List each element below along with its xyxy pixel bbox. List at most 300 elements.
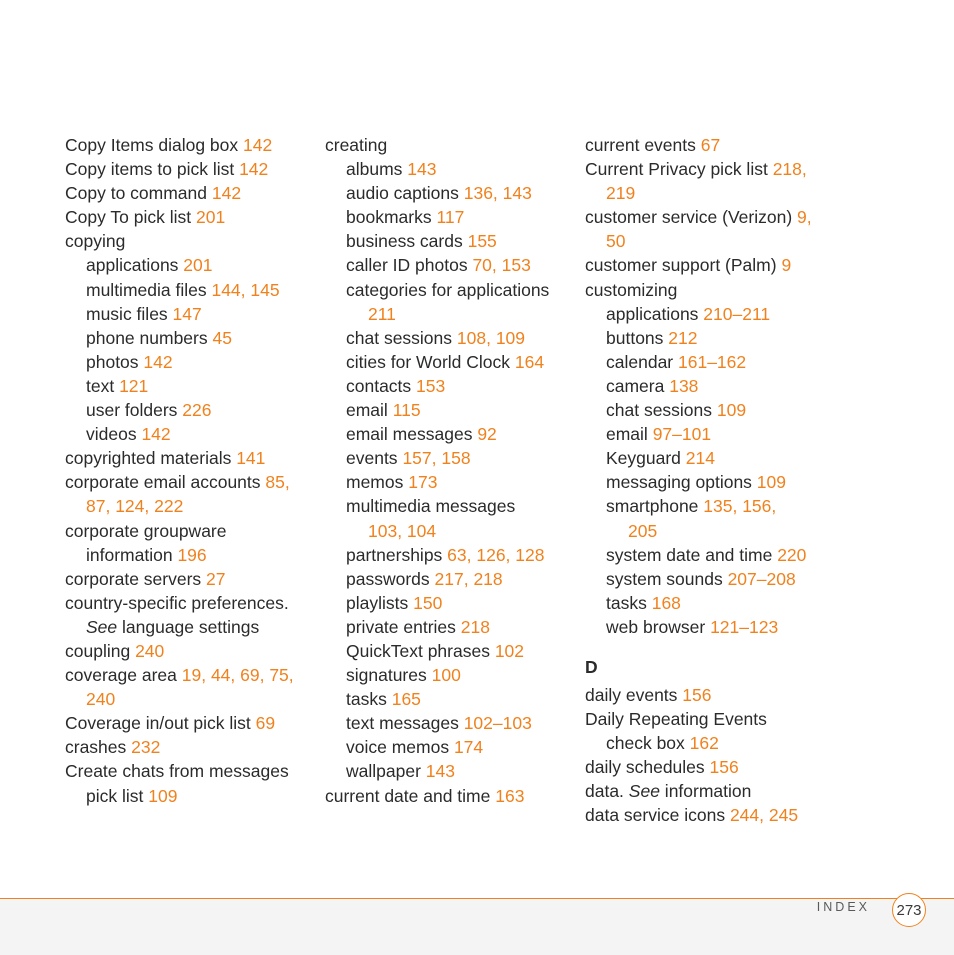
entry-text: Copy to command — [65, 183, 212, 204]
page-reference[interactable]: 143 — [407, 159, 437, 180]
page-reference[interactable]: 69 — [255, 713, 276, 734]
entry-line — [325, 350, 575, 374]
entry-line — [65, 494, 315, 518]
see-reference: See — [86, 616, 118, 637]
entry-text: Keyguard — [606, 448, 686, 469]
entry-text: passwords — [346, 568, 435, 589]
page-reference[interactable]: 207–208 — [727, 568, 796, 589]
entry-text: caller ID photos — [346, 255, 473, 276]
index-subentry — [325, 422, 575, 446]
page-reference[interactable]: 109 — [756, 472, 786, 493]
entry-line — [65, 133, 315, 157]
index-entry — [585, 683, 835, 707]
page-reference[interactable]: 85, — [265, 472, 290, 493]
entry-line — [585, 302, 835, 326]
index-entry — [585, 803, 835, 827]
page-reference[interactable]: 218 — [460, 616, 490, 637]
entry-line — [325, 302, 575, 326]
entry-text: pick list — [86, 785, 149, 806]
entry-line — [65, 422, 315, 446]
index-subentry — [585, 470, 835, 494]
entry-line — [325, 543, 575, 567]
entry-line — [65, 543, 315, 567]
entry-text: customizing — [585, 279, 678, 300]
entry-text: Copy items to pick list — [65, 159, 240, 180]
index-entry — [585, 253, 835, 277]
entry-text: country-specific preferences. — [65, 592, 289, 613]
see-reference: See — [628, 781, 660, 802]
page-reference[interactable]: 217, 218 — [434, 568, 503, 589]
index-entry — [65, 759, 315, 807]
page-reference[interactable]: 162 — [689, 733, 719, 754]
entry-line — [585, 278, 835, 302]
entry-text: corporate groupware — [65, 520, 227, 541]
index-entry — [65, 446, 315, 470]
index-subentry — [325, 350, 575, 374]
entry-line — [585, 446, 835, 470]
entry-text: voice memos — [346, 737, 454, 758]
index-entry — [585, 707, 835, 755]
index-subentry — [325, 470, 575, 494]
page-reference[interactable]: 201 — [195, 207, 226, 228]
index-subentry — [585, 543, 835, 567]
index-subentry — [325, 398, 575, 422]
page-reference[interactable]: 136, 143 — [463, 183, 532, 204]
entry-line — [65, 784, 315, 808]
entry-line — [325, 157, 575, 181]
index-entry — [65, 470, 315, 518]
entry-line — [325, 253, 575, 277]
page-reference[interactable]: 220 — [777, 544, 807, 565]
entry-line — [65, 663, 315, 687]
entry-text: chat sessions — [346, 327, 457, 348]
index-subentry — [585, 422, 835, 446]
index-subentry — [325, 181, 575, 205]
entry-text: current events — [585, 135, 701, 155]
section-label: INDEX — [816, 900, 870, 914]
page-reference[interactable]: 9 — [781, 255, 792, 276]
page-reference[interactable]: 156 — [709, 757, 739, 778]
entry-line — [585, 374, 835, 398]
entry-text: albums — [346, 159, 408, 180]
entry-line — [585, 157, 835, 181]
page-reference[interactable]: 135, 156, — [703, 496, 777, 517]
page-reference[interactable]: 102 — [494, 640, 525, 661]
entry-line — [65, 326, 315, 350]
index-subentry — [585, 591, 835, 615]
page-reference[interactable]: 142 — [239, 159, 269, 180]
entry-line — [585, 422, 835, 446]
entry-text: private entries — [346, 616, 461, 637]
index-subentry — [585, 302, 835, 326]
index-entry — [585, 755, 835, 779]
entry-text: QuickText phrases — [346, 640, 495, 661]
index-entry — [65, 639, 315, 663]
entry-line — [65, 567, 315, 591]
page-reference[interactable]: 165 — [391, 689, 421, 710]
entry-text: bookmarks — [346, 207, 437, 228]
page-reference[interactable]: 240 — [86, 689, 116, 710]
page-reference[interactable]: 211 — [368, 303, 396, 324]
page-reference[interactable]: 201 — [183, 255, 213, 276]
page-reference[interactable]: 70, 153 — [472, 255, 531, 276]
page-reference[interactable]: 108, 109 — [456, 327, 526, 348]
entry-text: chat sessions — [606, 400, 717, 421]
index-column-3 — [585, 133, 835, 828]
entry-line — [65, 278, 315, 302]
index-subentry — [585, 398, 835, 422]
index-subentry — [585, 350, 835, 374]
entry-text: memos — [346, 472, 409, 493]
index-subentry — [325, 759, 575, 783]
entry-text: Create chats from messages — [65, 761, 289, 782]
entry-text: contacts — [346, 375, 417, 396]
entry-line — [585, 731, 835, 755]
entry-line — [585, 133, 835, 157]
index-subentry — [325, 374, 575, 398]
entry-text: events — [346, 448, 403, 469]
page-reference[interactable]: 97–101 — [652, 424, 712, 445]
index-entry — [585, 779, 835, 803]
page-reference[interactable]: 9, — [797, 207, 812, 228]
index-entry — [325, 784, 575, 808]
index-subentry — [325, 205, 575, 229]
page-number: 273 — [892, 893, 926, 927]
entry-text: customer support (Palm) — [585, 255, 782, 276]
entry-line — [65, 398, 315, 422]
index-subentry — [65, 422, 315, 446]
entry-text: information — [659, 781, 752, 802]
entry-line — [325, 663, 575, 687]
entry-line — [325, 494, 575, 518]
entry-text: crashes — [65, 737, 132, 758]
index-entry — [65, 735, 315, 759]
index-entry — [585, 205, 835, 253]
page-reference[interactable]: 226 — [182, 400, 212, 421]
page-reference[interactable]: 142 — [141, 424, 171, 445]
entry-text: data. — [585, 781, 629, 802]
entry-line — [585, 707, 835, 731]
page-reference[interactable]: 67 — [700, 135, 721, 155]
entry-line — [585, 755, 835, 779]
page-reference[interactable]: 143 — [425, 761, 455, 782]
page-reference[interactable]: 174 — [453, 737, 484, 758]
entry-line — [585, 591, 835, 615]
page-reference[interactable]: 45 — [212, 327, 232, 348]
entry-line — [325, 181, 575, 205]
entry-line — [65, 711, 315, 735]
index-subentry — [65, 374, 315, 398]
index-subentry — [325, 229, 575, 253]
index-subentry — [585, 326, 835, 350]
index-subentry — [325, 663, 575, 687]
page-reference[interactable]: 87, 124, 222 — [86, 496, 184, 517]
page-reference[interactable]: 163 — [495, 785, 525, 806]
index-subentry — [325, 687, 575, 711]
entry-line — [325, 711, 575, 735]
page-reference[interactable]: 173 — [408, 472, 438, 493]
entry-line — [325, 639, 575, 663]
entry-line — [325, 567, 575, 591]
page-reference[interactable]: 168 — [651, 592, 681, 613]
entry-text: cities for World Clock — [346, 351, 515, 372]
index-subentry — [65, 398, 315, 422]
entry-text: Current Privacy pick list — [585, 159, 773, 180]
index-subentry — [585, 494, 835, 542]
entry-line — [65, 350, 315, 374]
entry-line — [65, 470, 315, 494]
page-reference[interactable]: 138 — [669, 375, 699, 396]
page-reference[interactable]: 121 — [119, 375, 149, 396]
entry-line — [585, 350, 835, 374]
page-reference[interactable]: 153 — [416, 375, 446, 396]
page-reference[interactable]: 210–211 — [703, 303, 771, 324]
index-entry — [65, 205, 315, 229]
entry-text: multimedia files — [86, 279, 212, 300]
entry-text: corporate servers — [65, 568, 207, 589]
entry-line — [325, 784, 575, 808]
page-reference[interactable]: 240 — [135, 640, 165, 661]
index-column-2 — [325, 133, 575, 808]
index-entry — [585, 133, 835, 157]
entry-text: music files — [86, 303, 173, 324]
entry-line — [325, 470, 575, 494]
entry-line — [65, 181, 315, 205]
index-subentry — [325, 711, 575, 735]
page-reference[interactable]: 196 — [177, 544, 207, 565]
page-reference[interactable]: 156 — [682, 684, 712, 705]
index-subentry — [65, 326, 315, 350]
page-reference[interactable]: 50 — [606, 231, 626, 252]
entry-line — [325, 133, 575, 157]
page-reference[interactable]: 63, 126, 128 — [447, 544, 545, 565]
page-reference[interactable]: 244, 245 — [729, 805, 799, 826]
page-reference[interactable]: 103, 104 — [368, 520, 437, 541]
index-entry — [325, 133, 575, 157]
entry-line — [65, 446, 315, 470]
entry-text: email messages — [346, 424, 478, 445]
page-reference[interactable]: 161–162 — [678, 351, 747, 372]
entry-line — [65, 591, 315, 615]
page-reference[interactable]: 164 — [514, 351, 545, 372]
index-column-1 — [65, 133, 315, 808]
page-reference[interactable]: 19, 44, 69, 75, — [181, 665, 294, 686]
index-subentry — [325, 253, 575, 277]
entry-text: corporate email accounts — [65, 472, 266, 493]
entry-line — [325, 735, 575, 759]
index-subentry — [585, 567, 835, 591]
index-subentry — [325, 639, 575, 663]
entry-text: phone numbers — [86, 327, 213, 348]
entry-line — [65, 229, 315, 253]
index-entry — [65, 711, 315, 735]
index-subentry — [325, 543, 575, 567]
entry-text: daily schedules — [585, 757, 710, 778]
entry-line — [325, 615, 575, 639]
page-reference[interactable]: 232 — [131, 737, 161, 758]
index-entry — [65, 567, 315, 591]
entry-line — [65, 735, 315, 759]
entry-text: web browser — [606, 616, 711, 637]
index-subentry — [325, 326, 575, 350]
entry-text: camera — [606, 375, 670, 396]
index-subentry — [65, 253, 315, 277]
entry-text: applications — [606, 303, 704, 324]
page-reference[interactable]: 117 — [436, 207, 465, 228]
page-reference[interactable]: 219 — [606, 183, 636, 204]
entry-line — [65, 759, 315, 783]
page-reference[interactable]: 109 — [716, 400, 747, 421]
index-entry — [65, 133, 315, 157]
entry-text: videos — [86, 424, 142, 445]
page-reference[interactable]: 212 — [668, 327, 698, 348]
page-reference[interactable]: 147 — [172, 303, 202, 324]
index-entry — [65, 181, 315, 205]
entry-text: coverage area — [65, 665, 182, 686]
entry-line — [585, 567, 835, 591]
entry-line — [325, 687, 575, 711]
page-reference[interactable]: 150 — [413, 592, 443, 613]
entry-text: email — [346, 400, 393, 421]
entry-text: data service icons — [585, 805, 730, 826]
entry-line — [585, 398, 835, 422]
entry-line — [585, 494, 835, 518]
index-entry — [65, 157, 315, 181]
entry-text: wallpaper — [346, 761, 426, 782]
entry-text: smartphone — [606, 496, 704, 517]
index-subentry — [585, 374, 835, 398]
entry-text: customer service (Verizon) — [585, 207, 798, 228]
entry-line — [65, 253, 315, 277]
entry-line — [325, 422, 575, 446]
entry-text: Copy Items dialog box — [65, 135, 244, 155]
index-subentry — [65, 278, 315, 302]
index-subentry — [325, 567, 575, 591]
entry-line — [65, 205, 315, 229]
entry-line — [325, 278, 575, 302]
index-subentry — [325, 278, 575, 326]
index-subentry — [585, 615, 835, 639]
entry-text: audio captions — [346, 183, 464, 204]
entry-line — [65, 639, 315, 663]
entry-line — [65, 615, 315, 639]
entry-line — [325, 374, 575, 398]
index-entry — [65, 229, 315, 253]
page-reference[interactable]: 142 — [243, 135, 273, 155]
page-reference[interactable]: 141 — [236, 448, 266, 469]
entry-text: partnerships — [346, 544, 448, 565]
page-reference[interactable]: 205 — [628, 520, 658, 541]
entry-text: text — [86, 375, 120, 396]
page-reference[interactable]: 121–123 — [710, 616, 779, 637]
entry-text: user folders — [86, 400, 183, 421]
index-subentry — [65, 350, 315, 374]
entry-text: daily events — [585, 684, 683, 705]
page-reference[interactable]: 115 — [392, 400, 421, 421]
entry-text: information — [86, 544, 178, 565]
index-subentry — [585, 446, 835, 470]
entry-text: tasks — [606, 592, 652, 613]
index-subentry — [325, 494, 575, 542]
page-reference[interactable]: 144, 145 — [211, 279, 280, 300]
entry-text: categories for applications — [346, 279, 550, 300]
entry-line — [585, 615, 835, 639]
entry-line — [585, 779, 835, 803]
entry-line — [585, 683, 835, 707]
entry-text: check box — [606, 733, 690, 754]
entry-text: Copy To pick list — [65, 207, 196, 228]
entry-text: multimedia messages — [346, 496, 516, 517]
entry-line — [65, 157, 315, 181]
entry-line — [585, 229, 835, 253]
entry-line — [325, 326, 575, 350]
index-subentry — [325, 446, 575, 470]
page-reference[interactable]: 218, — [772, 159, 807, 180]
entry-text: current date and time — [325, 785, 496, 806]
entry-text: messaging options — [606, 472, 757, 493]
page-reference[interactable]: 100 — [431, 665, 461, 686]
entry-text: Coverage in/out pick list — [65, 713, 256, 734]
entry-text: creating — [325, 135, 388, 155]
entry-line — [585, 181, 835, 205]
entry-text: copyrighted materials — [65, 448, 237, 469]
entry-text: system sounds — [606, 568, 728, 589]
index-subentry — [325, 157, 575, 181]
page-reference[interactable]: 142 — [211, 183, 242, 204]
entry-text: buttons — [606, 327, 669, 348]
page-reference[interactable]: 102–103 — [463, 713, 532, 734]
page-reference[interactable]: 109 — [148, 785, 178, 806]
entry-line — [585, 543, 835, 567]
index-entry — [65, 591, 315, 639]
entry-line — [325, 759, 575, 783]
page-reference[interactable]: 214 — [685, 448, 715, 469]
page-reference[interactable]: 155 — [467, 231, 497, 252]
index-subentry — [325, 735, 575, 759]
entry-line — [65, 687, 315, 711]
entry-line — [325, 398, 575, 422]
entry-line — [325, 519, 575, 543]
entry-line — [585, 253, 835, 277]
entry-line — [65, 302, 315, 326]
index-subentry — [65, 302, 315, 326]
index-entry — [585, 157, 835, 205]
entry-line — [585, 803, 835, 827]
entry-text: coupling — [65, 640, 136, 661]
entry-text: text messages — [346, 713, 464, 734]
entry-text: language settings — [117, 616, 260, 637]
entry-text: photos — [86, 351, 144, 372]
index-entry — [65, 663, 315, 711]
entry-line — [65, 519, 315, 543]
entry-text: calendar — [606, 351, 678, 372]
index-subentry — [325, 591, 575, 615]
entry-line — [585, 470, 835, 494]
page-reference[interactable]: 27 — [206, 568, 226, 589]
page-reference[interactable]: 142 — [143, 351, 173, 372]
entry-text: tasks — [346, 689, 392, 710]
page-reference[interactable]: 92 — [477, 424, 497, 445]
entry-text: system date and time — [606, 544, 778, 565]
entry-text: applications — [86, 255, 184, 276]
section-letter: D — [585, 656, 598, 677]
page-reference[interactable]: 157, 158 — [402, 448, 471, 469]
page-footer — [0, 898, 954, 955]
entry-text: playlists — [346, 592, 414, 613]
entry-text: Daily Repeating Events — [585, 709, 767, 730]
entry-line — [325, 446, 575, 470]
entry-line — [65, 374, 315, 398]
